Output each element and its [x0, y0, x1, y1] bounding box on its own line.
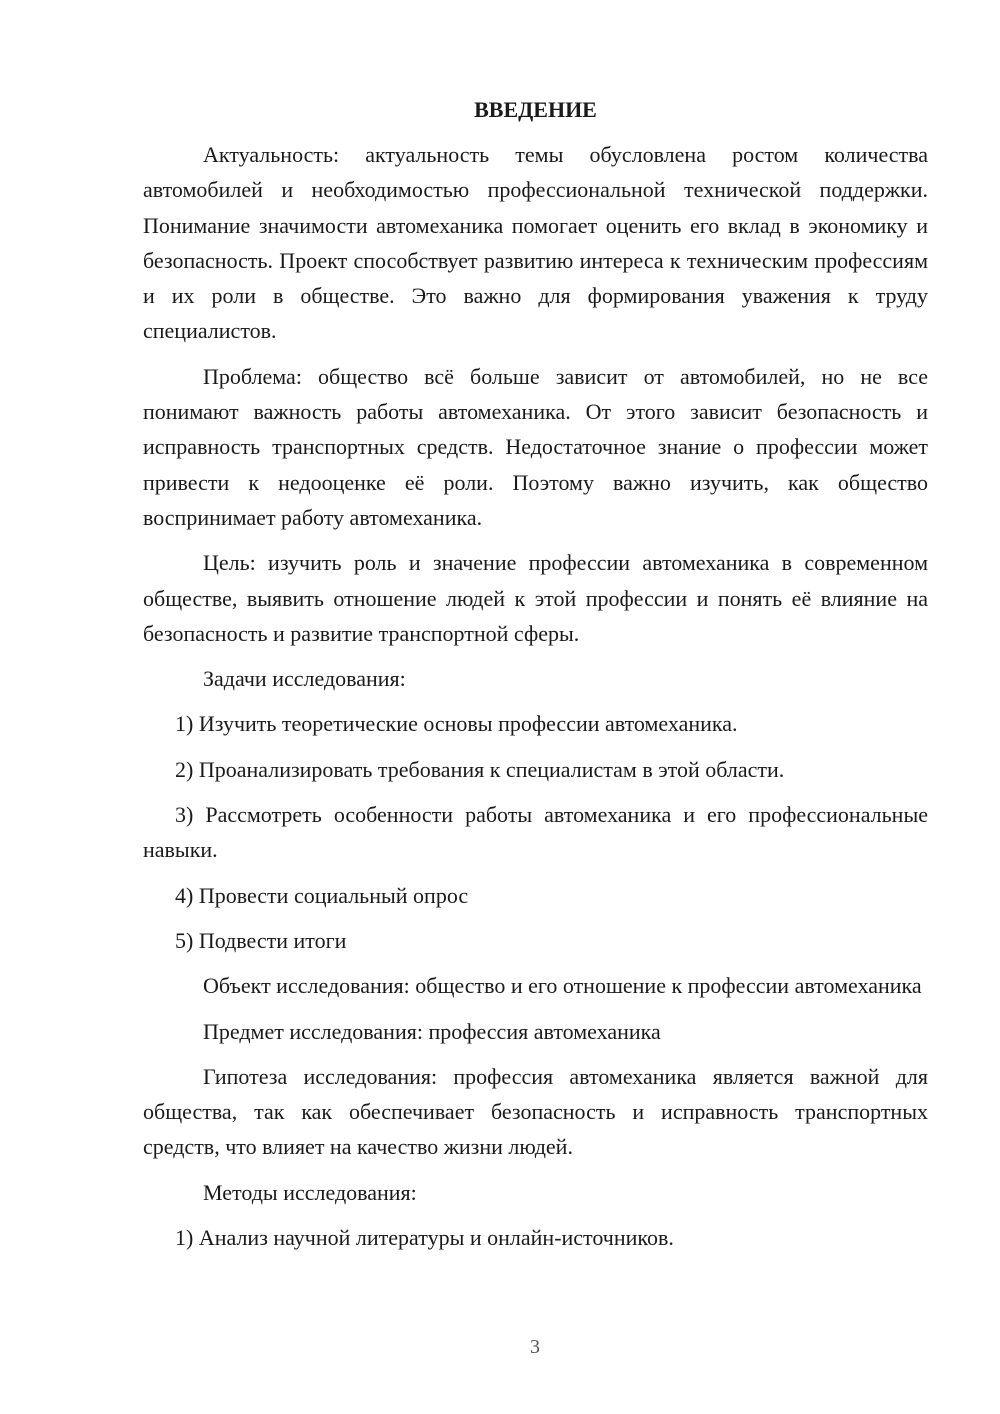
document-page: [143, 92, 928, 1265]
tasks-heading: Задачи исследования:: [203, 666, 406, 692]
task-item-5: 5) Подвести итоги: [175, 927, 347, 953]
method-item-1: 1) Анализ научной литературы и онлайн-источников.: [175, 1225, 674, 1251]
methods-heading: Методы исследования:: [203, 1179, 417, 1205]
hypothesis-paragraph: Гипотеза исследования: профессия автомеханика является важной для общества, так как обеспечивает безопасность и исправность транспортных средств, что влияет на качество жизни людей.: [143, 1063, 928, 1160]
task-item-1: 1) Изучить теоретические основы профессии автомеханика.: [175, 711, 738, 737]
page-number: 3: [530, 1336, 540, 1358]
page-title: ВВЕДЕНИЕ: [474, 97, 597, 122]
problem-paragraph: Проблема: общество всё больше зависит от автомобилей, но не все понимают важность работы автомеханика. От этого зависит безопасность и исправность транспортных средств. Недостаточное знание о профессии может привести к недооценке её роли. Поэтому важно изучить, как общество воспринимает работу автомеханика.: [143, 363, 928, 530]
task-item-3: 3) Рассмотреть особенности работы автомеханика и его профессиональные навыки.: [143, 802, 928, 863]
relevance-paragraph: Актуальность: актуальность темы обусловлена ростом количества автомобилей и необходимостью профессиональной технической поддержки. Понимание значимости автомеханика помогает оценить его вклад в экономику и безопасность. Проект способствует развитию интереса к техническим профессиям и их роли в обществе. Это важно для формирования уважения к труду специалистов.: [143, 142, 928, 344]
goal-paragraph: Цель: изучить роль и значение профессии автомеханика в современном обществе, выявить отношение людей к этой профессии и понять её влияние на безопасность и развитие транспортной сферы.: [143, 550, 928, 646]
subject-paragraph: Предмет исследования: профессия автомеханика: [203, 1018, 661, 1044]
object-paragraph: Объект исследования: общество и его отношение к профессии автомеханика: [203, 973, 922, 999]
task-item-2: 2) Проанализировать требования к специалистам в этой области.: [175, 756, 785, 782]
task-item-4: 4) Провести социальный опрос: [175, 882, 469, 908]
